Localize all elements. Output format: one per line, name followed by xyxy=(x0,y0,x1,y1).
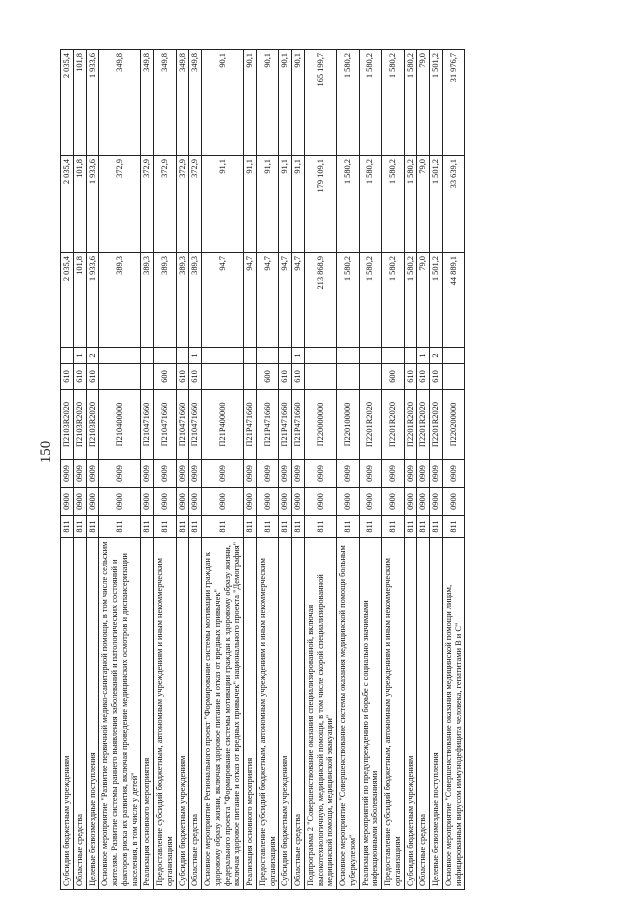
value-year-1: 1 580,2 xyxy=(359,253,382,348)
value-year-3: 90,1 xyxy=(279,50,292,156)
value-year-3: 2 035,4 xyxy=(61,50,74,156)
value-year-1: 2 035,4 xyxy=(61,253,74,348)
code-section: 0900 xyxy=(141,488,154,516)
code-target: П2103R2020 xyxy=(73,390,86,460)
row-name: Областные средства xyxy=(73,538,86,890)
value-year-1: 389,3 xyxy=(176,253,189,348)
code-section: 0900 xyxy=(176,488,189,516)
row-name: Субсидии бюджетным учреждениям xyxy=(279,538,292,890)
code-admin: 811 xyxy=(141,516,154,538)
table-row xyxy=(141,50,154,890)
value-year-3: 1 580,2 xyxy=(382,50,405,156)
code-subsection: 0909 xyxy=(244,460,257,488)
code-source xyxy=(382,348,405,364)
row-name: Основное мероприятие "Развитие первичной медико-санитарной помощи, в том числе сельским жителям. Развитие системы раннего выявления заболеваний и патологических состояний и факторов риска их развития, включая проведение медицинских осмотров и диспансеризации населения, в том числе у детей" xyxy=(99,538,141,890)
code-kind: 610 xyxy=(189,364,202,390)
code-subsection: 0909 xyxy=(176,460,189,488)
row-name: Субсидии бюджетным учреждениям xyxy=(176,538,189,890)
code-source xyxy=(61,348,74,364)
value-year-3: 90,1 xyxy=(256,50,279,156)
code-source xyxy=(256,348,279,364)
value-year-2: 179 109,1 xyxy=(304,156,336,253)
code-admin: 811 xyxy=(99,516,141,538)
code-target: П2201R2020 xyxy=(417,390,430,460)
value-year-1: 389,3 xyxy=(99,253,141,348)
code-kind: 610 xyxy=(86,364,99,390)
value-year-2: 1 580,2 xyxy=(359,156,382,253)
value-year-2: 1 501,2 xyxy=(430,156,443,253)
row-name: Предоставление субсидий бюджетным, автономным учреждениям и иным некоммерческим организациям xyxy=(154,538,177,890)
row-name: Областные средства xyxy=(417,538,430,890)
code-kind: 610 xyxy=(61,364,74,390)
code-kind: 600 xyxy=(154,364,177,390)
code-target: П2201R2020 xyxy=(430,390,443,460)
value-year-3: 1 580,2 xyxy=(337,50,360,156)
value-year-2: 372,9 xyxy=(99,156,141,253)
value-year-1: 1 501,2 xyxy=(430,253,443,348)
code-section: 0900 xyxy=(430,488,443,516)
code-target: П210471660 xyxy=(189,390,202,460)
table-row xyxy=(337,50,360,890)
code-kind: 610 xyxy=(417,364,430,390)
code-section: 0900 xyxy=(417,488,430,516)
table-row xyxy=(154,50,177,890)
code-source: 2 xyxy=(430,348,443,364)
code-section: 0900 xyxy=(154,488,177,516)
row-name: Целевые безвозмездные поступления xyxy=(430,538,443,890)
code-source xyxy=(141,348,154,364)
code-target: П21Р471660 xyxy=(256,390,279,460)
code-kind: 610 xyxy=(404,364,417,390)
code-target: П2103R2020 xyxy=(86,390,99,460)
value-year-2: 1 580,2 xyxy=(337,156,360,253)
code-kind xyxy=(442,364,465,390)
code-subsection: 0909 xyxy=(417,460,430,488)
code-subsection: 0909 xyxy=(292,460,305,488)
code-source: 1 xyxy=(73,348,86,364)
code-source xyxy=(202,348,244,364)
value-year-1: 389,3 xyxy=(141,253,154,348)
code-section: 0900 xyxy=(442,488,465,516)
code-section: 0900 xyxy=(256,488,279,516)
code-section: 0900 xyxy=(337,488,360,516)
code-admin: 811 xyxy=(176,516,189,538)
code-section: 0900 xyxy=(382,488,405,516)
value-year-2: 91,1 xyxy=(279,156,292,253)
code-section: 0900 xyxy=(86,488,99,516)
value-year-1: 1 580,2 xyxy=(382,253,405,348)
code-subsection: 0909 xyxy=(99,460,141,488)
row-name: Предоставление субсидий бюджетным, автономным учреждениям и иным некоммерческим организациям xyxy=(382,538,405,890)
value-year-2: 91,1 xyxy=(292,156,305,253)
table-row xyxy=(86,50,99,890)
table-row xyxy=(244,50,257,890)
code-target: П2201R2020 xyxy=(404,390,417,460)
row-name: Основное мероприятие Регионального проект "Формирование системы мотивации граждан к здоровому образу жизни, включая здоровое питание и отказ от вредных привычек" федерального проекта "Формирование системы мотивации граждан к здоровому образу жизни, включая здоровое питание и отказ от вредных привычек" национального проекта "Демография" xyxy=(202,538,244,890)
code-source: 1 xyxy=(292,348,305,364)
value-year-2: 1 580,2 xyxy=(382,156,405,253)
code-section: 0900 xyxy=(61,488,74,516)
value-year-1: 94,7 xyxy=(279,253,292,348)
code-admin: 811 xyxy=(382,516,405,538)
value-year-2: 1 933,6 xyxy=(86,156,99,253)
code-target: П2201R2020 xyxy=(359,390,382,460)
code-admin: 811 xyxy=(404,516,417,538)
code-subsection: 0909 xyxy=(141,460,154,488)
table-row xyxy=(417,50,430,890)
code-target: П2103R2020 xyxy=(61,390,74,460)
value-year-1: 101,8 xyxy=(73,253,86,348)
value-year-2: 1 580,2 xyxy=(404,156,417,253)
code-section: 0900 xyxy=(244,488,257,516)
code-source: 1 xyxy=(417,348,430,364)
code-subsection: 0909 xyxy=(256,460,279,488)
page-number: 150 xyxy=(38,440,54,464)
table-body xyxy=(61,50,465,890)
row-name: Субсидии бюджетным учреждениям xyxy=(404,538,417,890)
code-subsection: 0909 xyxy=(189,460,202,488)
code-kind xyxy=(304,364,336,390)
code-admin: 811 xyxy=(189,516,202,538)
value-year-3: 31 976,7 xyxy=(442,50,465,156)
value-year-1: 389,3 xyxy=(189,253,202,348)
code-subsection: 0909 xyxy=(442,460,465,488)
code-subsection: 0909 xyxy=(337,460,360,488)
code-section: 0900 xyxy=(292,488,305,516)
rotated-page xyxy=(60,50,620,890)
code-subsection: 0909 xyxy=(430,460,443,488)
code-subsection: 0909 xyxy=(404,460,417,488)
table-row xyxy=(359,50,382,890)
code-target: П21Р471660 xyxy=(244,390,257,460)
value-year-3: 90,1 xyxy=(292,50,305,156)
code-target: П2201R2020 xyxy=(382,390,405,460)
code-admin: 811 xyxy=(304,516,336,538)
code-subsection: 0909 xyxy=(202,460,244,488)
table-row xyxy=(304,50,336,890)
value-year-2: 372,9 xyxy=(154,156,177,253)
table-row xyxy=(404,50,417,890)
code-subsection: 0909 xyxy=(304,460,336,488)
code-subsection: 0909 xyxy=(382,460,405,488)
code-admin: 811 xyxy=(61,516,74,538)
code-source xyxy=(279,348,292,364)
code-target: П210471660 xyxy=(154,390,177,460)
value-year-3: 349,8 xyxy=(176,50,189,156)
table-row xyxy=(73,50,86,890)
code-section: 0900 xyxy=(404,488,417,516)
value-year-3: 101,8 xyxy=(73,50,86,156)
code-kind: 610 xyxy=(279,364,292,390)
row-name: Целевые безвозмездные поступления xyxy=(86,538,99,890)
value-year-3: 1 933,6 xyxy=(86,50,99,156)
table-row xyxy=(202,50,244,890)
code-subsection: 0909 xyxy=(359,460,382,488)
code-kind xyxy=(359,364,382,390)
code-admin: 811 xyxy=(430,516,443,538)
value-year-1: 1 933,6 xyxy=(86,253,99,348)
code-kind: 600 xyxy=(256,364,279,390)
value-year-1: 1 580,2 xyxy=(404,253,417,348)
code-section: 0900 xyxy=(202,488,244,516)
code-admin: 811 xyxy=(292,516,305,538)
code-subsection: 0909 xyxy=(154,460,177,488)
code-kind xyxy=(244,364,257,390)
table-row xyxy=(99,50,141,890)
code-source xyxy=(442,348,465,364)
code-subsection: 0909 xyxy=(73,460,86,488)
value-year-3: 349,8 xyxy=(154,50,177,156)
table-row xyxy=(442,50,465,890)
code-target: П210471660 xyxy=(176,390,189,460)
value-year-2: 372,9 xyxy=(189,156,202,253)
code-source: 1 xyxy=(189,348,202,364)
code-target: П220100000 xyxy=(337,390,360,460)
value-year-3: 79,0 xyxy=(417,50,430,156)
code-section: 0900 xyxy=(99,488,141,516)
code-source: 2 xyxy=(86,348,99,364)
code-target: П21Р471660 xyxy=(279,390,292,460)
value-year-2: 91,1 xyxy=(202,156,244,253)
code-admin: 811 xyxy=(256,516,279,538)
code-source xyxy=(304,348,336,364)
code-admin: 811 xyxy=(73,516,86,538)
code-subsection: 0909 xyxy=(61,460,74,488)
value-year-1: 94,7 xyxy=(202,253,244,348)
table-row xyxy=(382,50,405,890)
row-name: Основное мероприятие "Совершенствование системы оказания медицинской помощи больным туберкулезом" xyxy=(337,538,360,890)
value-year-3: 1 580,2 xyxy=(404,50,417,156)
code-source xyxy=(244,348,257,364)
code-section: 0900 xyxy=(359,488,382,516)
code-admin: 811 xyxy=(154,516,177,538)
value-year-2: 79,0 xyxy=(417,156,430,253)
table-row xyxy=(430,50,443,890)
value-year-3: 1 501,2 xyxy=(430,50,443,156)
code-source xyxy=(154,348,177,364)
code-admin: 811 xyxy=(442,516,465,538)
code-kind: 600 xyxy=(382,364,405,390)
table-row xyxy=(176,50,189,890)
value-year-3: 165 199,7 xyxy=(304,50,336,156)
value-year-1: 389,3 xyxy=(154,253,177,348)
table-row xyxy=(61,50,74,890)
table-row xyxy=(279,50,292,890)
value-year-2: 91,1 xyxy=(256,156,279,253)
code-admin: 811 xyxy=(417,516,430,538)
code-subsection: 0909 xyxy=(279,460,292,488)
value-year-1: 1 580,2 xyxy=(337,253,360,348)
code-source xyxy=(359,348,382,364)
code-admin: 811 xyxy=(359,516,382,538)
code-target: П21Р471660 xyxy=(292,390,305,460)
code-kind: 610 xyxy=(292,364,305,390)
row-name: Областные средства xyxy=(292,538,305,890)
code-kind: 610 xyxy=(176,364,189,390)
row-name: Основное мероприятие "Совершенствование оказания медицинской помощи лицам, инфицированным вирусом иммунодефицита человека, гепатитами В и С" xyxy=(442,538,465,890)
code-kind: 610 xyxy=(73,364,86,390)
value-year-1: 79,0 xyxy=(417,253,430,348)
code-kind xyxy=(99,364,141,390)
value-year-2: 372,9 xyxy=(176,156,189,253)
budget-table xyxy=(60,49,465,890)
table-row xyxy=(292,50,305,890)
value-year-3: 90,1 xyxy=(202,50,244,156)
value-year-3: 1 580,2 xyxy=(359,50,382,156)
code-admin: 811 xyxy=(202,516,244,538)
row-name: Реализация основного мероприятия xyxy=(244,538,257,890)
code-section: 0900 xyxy=(189,488,202,516)
code-section: 0900 xyxy=(304,488,336,516)
code-target: П220000000 xyxy=(304,390,336,460)
row-name: Подпрограмма 2 "Совершенствование оказания специализированной, включая высокотехнологичную, медицинской помощи, в том числе скорой специализированной медицинской помощи, медицинской эвакуации" xyxy=(304,538,336,890)
code-source xyxy=(337,348,360,364)
code-target: П210400000 xyxy=(99,390,141,460)
value-year-1: 94,7 xyxy=(244,253,257,348)
value-year-1: 44 889,1 xyxy=(442,253,465,348)
code-kind: 610 xyxy=(430,364,443,390)
value-year-3: 349,8 xyxy=(99,50,141,156)
code-admin: 811 xyxy=(86,516,99,538)
value-year-1: 94,7 xyxy=(292,253,305,348)
code-subsection: 0909 xyxy=(86,460,99,488)
code-section: 0900 xyxy=(279,488,292,516)
code-section: 0900 xyxy=(73,488,86,516)
code-source xyxy=(99,348,141,364)
value-year-2: 372,9 xyxy=(141,156,154,253)
code-kind xyxy=(202,364,244,390)
value-year-3: 349,8 xyxy=(141,50,154,156)
value-year-3: 90,1 xyxy=(244,50,257,156)
value-year-2: 33 639,1 xyxy=(442,156,465,253)
code-admin: 811 xyxy=(279,516,292,538)
value-year-2: 91,1 xyxy=(244,156,257,253)
code-target: П21Р400000 xyxy=(202,390,244,460)
value-year-3: 349,8 xyxy=(189,50,202,156)
code-kind xyxy=(337,364,360,390)
table-row xyxy=(256,50,279,890)
value-year-1: 94,7 xyxy=(256,253,279,348)
row-name: Реализация мероприятий по предупреждению и борьбе с социально значимыми инфекционными заболеваниями xyxy=(359,538,382,890)
code-target: П210471660 xyxy=(141,390,154,460)
row-name: Реализация основного мероприятия xyxy=(141,538,154,890)
row-name: Областные средства xyxy=(189,538,202,890)
value-year-2: 2 035,4 xyxy=(61,156,74,253)
code-source xyxy=(176,348,189,364)
value-year-1: 213 868,9 xyxy=(304,253,336,348)
code-kind xyxy=(141,364,154,390)
code-source xyxy=(404,348,417,364)
code-admin: 811 xyxy=(244,516,257,538)
row-name: Субсидии бюджетным учреждениям xyxy=(61,538,74,890)
value-year-2: 101,8 xyxy=(73,156,86,253)
table-row xyxy=(189,50,202,890)
code-target: П220200000 xyxy=(442,390,465,460)
code-admin: 811 xyxy=(337,516,360,538)
row-name: Предоставление субсидий бюджетным, автономным учреждениям и иным некоммерческим организациям xyxy=(256,538,279,890)
